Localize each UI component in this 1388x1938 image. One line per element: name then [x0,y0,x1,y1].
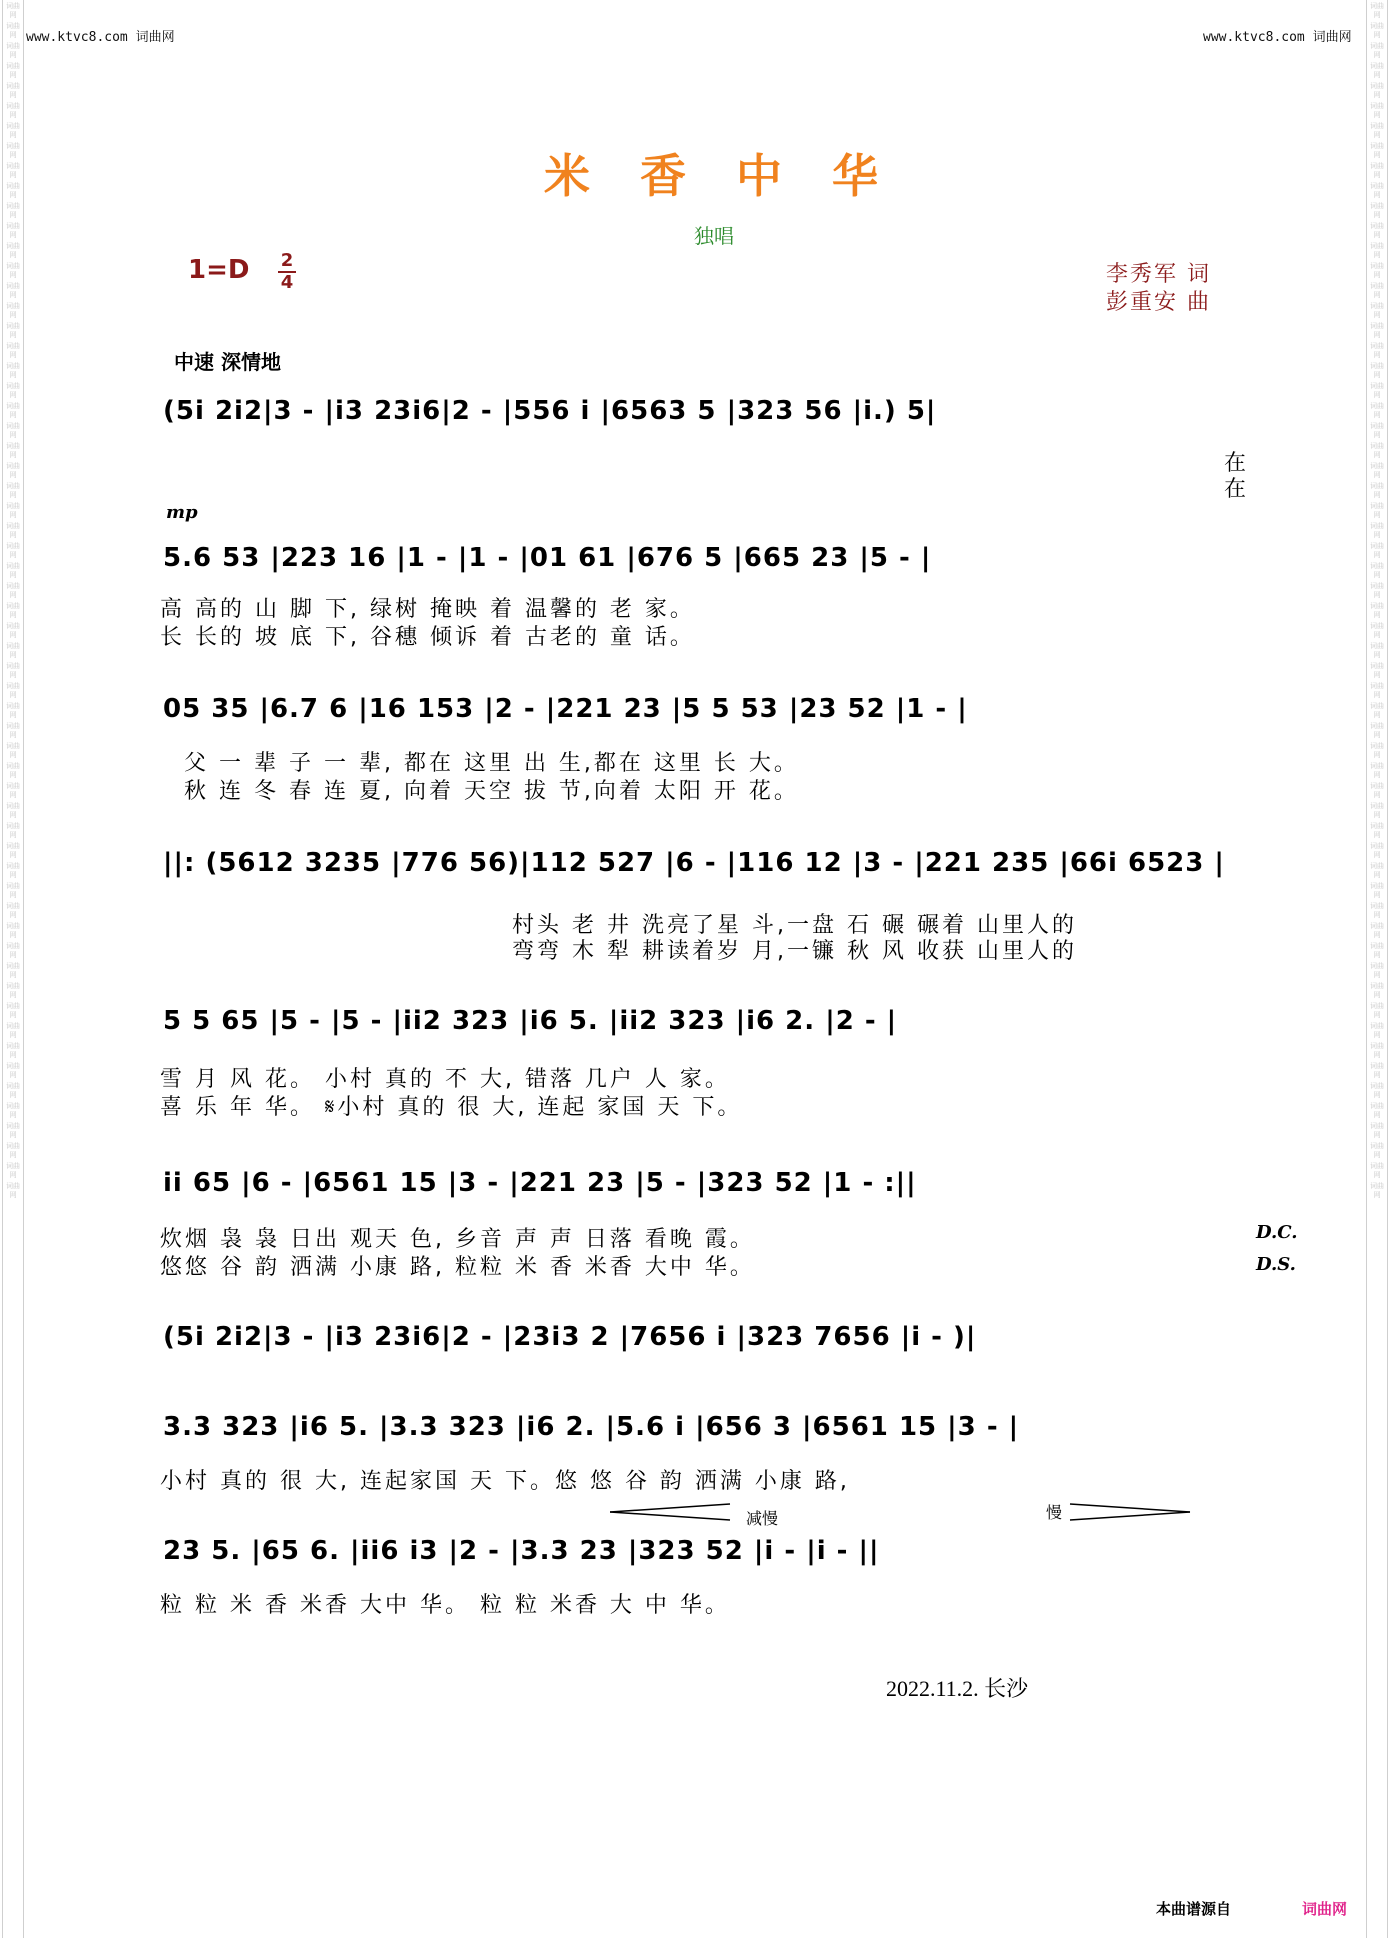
side-watermark-text: 词曲网 [6,342,20,359]
side-watermark-text: 词曲网 [1370,502,1384,519]
side-watermark-text: 词曲网 [1370,882,1384,899]
side-watermark-text: 词曲网 [6,202,20,219]
side-watermark-text: 词曲网 [6,762,20,779]
side-watermark-text: 词曲网 [6,522,20,539]
dc-marking: D.C. [1256,1222,1298,1243]
side-watermark-text: 词曲网 [1370,522,1384,539]
side-watermark-text: 词曲网 [1370,962,1384,979]
side-watermark-text: 词曲网 [6,582,20,599]
side-watermark-text: 词曲网 [6,382,20,399]
side-watermark-text: 词曲网 [1370,1162,1384,1179]
side-watermark-text: 词曲网 [1370,1042,1384,1059]
time-sig-bottom: 4 [280,272,294,293]
system-4-lyric-2: 弯弯 木 犁 耕读着岁 月,一镰 秋 风 收获 山里人的 [512,939,1077,964]
side-watermark-text: 词曲网 [1370,622,1384,639]
side-watermark-text: 词曲网 [6,982,20,999]
side-watermark-text: 词曲网 [6,602,20,619]
side-watermark-text: 词曲网 [1370,342,1384,359]
system-2-lyric-2: 长 长的 坡 底 下, 谷穗 倾诉 着 古老的 童 话。 [160,625,695,650]
side-watermark-text: 词曲网 [1370,922,1384,939]
side-watermark-text: 词曲网 [6,482,20,499]
system-6-lyric-1: 炊烟 袅 袅 日出 观天 色, 乡音 声 声 日落 看晚 霞。 [160,1227,755,1252]
system-3-lyric-2: 秋 连 冬 春 连 夏, 向着 天空 拔 节,向着 太阳 开 花。 [184,779,799,804]
side-watermark-text: 词曲网 [6,262,20,279]
header-right-url: www.ktvc8.com 词曲网 [1203,30,1352,45]
lyricist-credit: 李秀军 词 [1106,262,1211,287]
side-watermark-text: 词曲网 [6,882,20,899]
date-place: 2022.11.2. 长沙 [886,1676,1029,1701]
side-watermark-text: 词曲网 [1370,1122,1384,1139]
system-2-notes: 5.6 53 |223 16 |1 - |1 - |01 61 |676 5 |665 23 |5 - | [163,543,932,573]
system-1-lyric-1: 在 [1224,451,1250,476]
system-8-notes: 3.3 323 |i6 5. |3.3 323 |i6 2. |5.6 i |656 3 |6561 15 |3 - | [163,1412,1020,1442]
side-watermark-text: 词曲网 [6,962,20,979]
system-5-lyric-2: 喜 乐 年 华。 𝄋小村 真的 很 大, 连起 家国 天 下。 [160,1095,743,1120]
side-watermark-text: 词曲网 [1370,282,1384,299]
side-watermark-text: 词曲网 [6,742,20,759]
side-watermark-text: 词曲网 [6,282,20,299]
header-left-url: www.ktvc8.com 词曲网 [26,30,175,45]
side-watermark-text: 词曲网 [6,1022,20,1039]
side-watermark-text: 词曲网 [6,1182,20,1199]
side-watermark-text: 词曲网 [6,362,20,379]
side-watermark-text: 词曲网 [1370,722,1384,739]
side-watermark-text: 词曲网 [1370,842,1384,859]
side-watermark-text: 词曲网 [1370,262,1384,279]
side-watermark-text: 词曲网 [6,942,20,959]
side-watermark-text: 词曲网 [6,322,20,339]
side-watermark-text: 词曲网 [1370,602,1384,619]
side-watermark-text: 词曲网 [6,122,20,139]
footer-site-logo[interactable]: 词曲网 [1302,1900,1348,1918]
side-watermark-text: 词曲网 [1370,162,1384,179]
side-watermark-text: 词曲网 [1370,702,1384,719]
system-4-notes: ||: (5612 3235 |776 56)|112 527 |6 - |116 12 |3 - |221 235 |66i 6523 | [163,848,1225,878]
side-watermark-text: 词曲网 [1370,82,1384,99]
side-watermark-text: 词曲网 [1370,302,1384,319]
system-6-notes: ii 65 |6 - |6561 15 |3 - |221 23 |5 - |323 52 |1 - :|| [163,1168,917,1198]
side-watermark-text: 词曲网 [1370,482,1384,499]
side-watermark-text: 词曲网 [1370,942,1384,959]
side-watermark-text: 词曲网 [1370,222,1384,239]
side-watermark-text: 词曲网 [6,842,20,859]
side-watermark-text: 词曲网 [1370,662,1384,679]
side-watermark-text: 词曲网 [1370,122,1384,139]
side-watermark-text: 词曲网 [6,822,20,839]
system-2-lyric-1: 高 高的 山 脚 下, 绿树 掩映 着 温馨的 老 家。 [160,597,695,622]
side-watermark-text: 词曲网 [6,802,20,819]
side-watermark-text: 词曲网 [1370,242,1384,259]
side-watermark-text: 词曲网 [1370,1022,1384,1039]
side-watermark-text: 词曲网 [6,102,20,119]
side-watermark-text: 词曲网 [1370,582,1384,599]
side-watermark-text: 词曲网 [1370,322,1384,339]
side-watermark-text: 词曲网 [1370,102,1384,119]
side-watermark-text: 词曲网 [6,622,20,639]
side-watermark-text: 词曲网 [6,82,20,99]
side-watermark-text: 词曲网 [6,1142,20,1159]
key-signature: 1=D [188,255,250,285]
side-watermark-text: 词曲网 [1370,62,1384,79]
side-watermark-text: 词曲网 [1370,782,1384,799]
side-watermark-text: 词曲网 [1370,42,1384,59]
side-watermark-text: 词曲网 [6,402,20,419]
mark-jianman: 减慢 [746,1509,779,1528]
system-3-lyric-1: 父 一 辈 子 一 辈, 都在 这里 出 生,都在 这里 长 大。 [184,751,799,776]
left-watermark-strip [2,0,24,1938]
side-watermark-text: 词曲网 [1370,542,1384,559]
side-watermark-text: 词曲网 [1370,982,1384,999]
side-watermark-text: 词曲网 [6,862,20,879]
composer-credit: 彭重安 曲 [1106,290,1211,315]
system-3-notes: 05 35 |6.7 6 |16 153 |2 - |221 23 |5 5 53 |23 52 |1 - | [163,694,968,724]
side-watermark-text: 词曲网 [1370,422,1384,439]
system-6-lyric-2: 悠悠 谷 韵 洒满 小康 路, 粒粒 米 香 米香 大中 华。 [160,1255,755,1280]
side-watermark-text: 词曲网 [6,902,20,919]
side-watermark-text: 词曲网 [6,922,20,939]
side-watermark-text: 词曲网 [1370,1082,1384,1099]
side-watermark-text: 词曲网 [1370,362,1384,379]
system-4-lyric-1: 村头 老 井 洗亮了星 斗,一盘 石 碾 碾着 山里人的 [512,913,1077,938]
mark-man: 慢 [1046,1503,1063,1522]
system-5-notes: 5 5 65 |5 - |5 - |ii2 323 |i6 5. |ii2 323 |i6 2. |2 - | [163,1006,898,1036]
side-watermark-text: 词曲网 [6,1162,20,1179]
side-watermark-text: 词曲网 [1370,1002,1384,1019]
side-watermark-text: 词曲网 [1370,202,1384,219]
side-watermark-text: 词曲网 [6,62,20,79]
side-watermark-text: 词曲网 [6,442,20,459]
time-sig-top: 2 [280,250,294,271]
side-watermark-text: 词曲网 [1370,2,1384,19]
side-watermark-text: 词曲网 [1370,562,1384,579]
side-watermark-text: 词曲网 [6,2,20,19]
song-subtitle: 独唱 [694,224,734,248]
system-5-lyric-1: 雪 月 风 花。 小村 真的 不 大, 错落 几户 人 家。 [160,1067,730,1092]
side-watermark-text: 词曲网 [6,662,20,679]
side-watermark-text: 词曲网 [6,1042,20,1059]
side-watermark-text: 词曲网 [6,242,20,259]
side-watermark-text: 词曲网 [6,462,20,479]
system-1-notes: (5i 2i2|3 - |i3 23i6|2 - |556 i |6563 5 |323 56 |i.) 5| [163,396,937,426]
side-watermark-text: 词曲网 [1370,142,1384,159]
side-watermark-text: 词曲网 [6,422,20,439]
side-watermark-text: 词曲网 [6,642,20,659]
hairpin-marks [610,1500,1200,1530]
side-watermark-text: 词曲网 [1370,822,1384,839]
side-watermark-text: 词曲网 [6,542,20,559]
side-watermark-text: 词曲网 [1370,802,1384,819]
side-watermark-text: 词曲网 [1370,462,1384,479]
side-watermark-text: 词曲网 [1370,22,1384,39]
side-watermark-text: 词曲网 [1370,1102,1384,1119]
system-9-notes: 23 5. |65 6. |ii6 i3 |2 - |3.3 23 |323 52 |i - |i - || [163,1536,880,1566]
system-1-lyric-2: 在 [1224,477,1250,502]
side-watermark-text: 词曲网 [6,182,20,199]
side-watermark-text: 词曲网 [6,222,20,239]
side-watermark-text: 词曲网 [6,562,20,579]
side-watermark-text: 词曲网 [6,42,20,59]
side-watermark-text: 词曲网 [1370,762,1384,779]
right-watermark-strip [1366,0,1388,1938]
side-watermark-text: 词曲网 [6,302,20,319]
side-watermark-text: 词曲网 [6,722,20,739]
side-watermark-text: 词曲网 [6,162,20,179]
side-watermark-text: 词曲网 [6,22,20,39]
side-watermark-text: 词曲网 [6,682,20,699]
side-watermark-text: 词曲网 [6,1002,20,1019]
tempo-marking: 中速 深情地 [174,350,281,374]
side-watermark-text: 词曲网 [1370,902,1384,919]
side-watermark-text: 词曲网 [1370,1142,1384,1159]
side-watermark-text: 词曲网 [6,1122,20,1139]
side-watermark-text: 词曲网 [6,1062,20,1079]
side-watermark-text: 词曲网 [1370,682,1384,699]
time-signature [278,252,296,292]
ds-marking: D.S. [1256,1254,1296,1275]
side-watermark-text: 词曲网 [1370,742,1384,759]
system-7-notes: (5i 2i2|3 - |i3 23i6|2 - |23i3 2 |7656 i |323 7656 |i - )| [163,1322,977,1352]
footer-source: 本曲谱源自 [1156,1900,1232,1918]
side-watermark-text: 词曲网 [6,502,20,519]
side-watermark-text: 词曲网 [6,702,20,719]
side-watermark-text: 词曲网 [1370,862,1384,879]
system-8-lyric-1: 小村 真的 很 大, 连起家国 天 下。悠 悠 谷 韵 洒满 小康 路, [160,1469,850,1494]
system-9-lyric-1: 粒 粒 米 香 米香 大中 华。 粒 粒 米香 大 中 华。 [160,1593,730,1618]
song-title: 米香中华 [544,149,928,203]
side-watermark-text: 词曲网 [1370,642,1384,659]
side-watermark-text: 词曲网 [6,782,20,799]
side-watermark-text: 词曲网 [1370,382,1384,399]
side-watermark-text: 词曲网 [1370,1062,1384,1079]
side-watermark-text: 词曲网 [1370,402,1384,419]
side-watermark-text: 词曲网 [6,1102,20,1119]
side-watermark-text: 词曲网 [1370,442,1384,459]
side-watermark-text: 词曲网 [1370,182,1384,199]
side-watermark-text: 词曲网 [6,1082,20,1099]
side-watermark-text: 词曲网 [1370,1182,1384,1199]
dynamic-mp: mp [166,502,198,523]
side-watermark-text: 词曲网 [6,142,20,159]
